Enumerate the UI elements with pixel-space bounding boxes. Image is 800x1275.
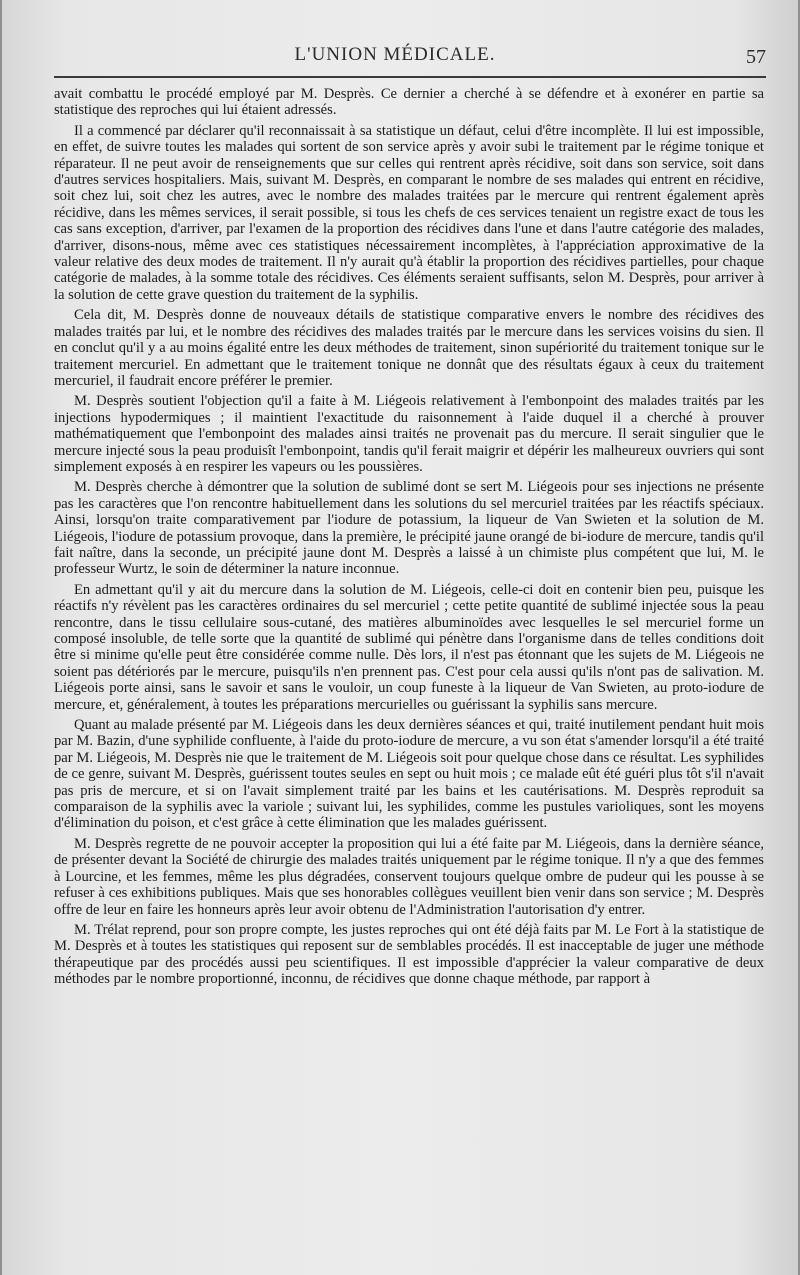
paragraph: En admettant qu'il y ait du mercure dans la solution de M. Liégeois, celle-ci doit en contenir bien peu, puisque les réactifs n'y révèlent pas les caractères ordinaires du sel mercuriel ; cette petite quantité de sublimé injectée sous la peau rencontre, dans le tissu cellulaire sous-cutané, des matières albuminoïdes avec lesquelles le sel mercuriel forme un composé insoluble, de telle sorte que la quantité de sublimé qui pénètre dans l'organisme dans de telles conditions doit être si minime qu'elle peut être considérée comme nulle. Dès lors, il n'est pas étonnant que les sujets de M. Liégeois ne soient pas détériorés par le mercure, puisqu'ils n'en prennent pas. C'est pour cela aussi qu'ils n'ont pas de salivation. M. Liégeois porte ainsi, sans le savoir et sans le vouloir, un coup funeste à la liqueur de Van Swieten, au proto-iodure de mercure, et, généralement, à toutes les préparations mercurielles ou guérissant la syphilis sans mercure. — [54, 581, 764, 713]
running-title: L'UNION MÉDICALE. — [294, 44, 496, 65]
paragraph: M. Desprès cherche à démontrer que la solution de sublimé dont se sert M. Liégeois pour ses injections ne présente pas les caractères que l'on rencontre habituellement dans les solutions du sel mercuriel traitées par les réactifs spéciaux. Ainsi, lorsqu'on traite comparativement par l'iodure de potassium, la liqueur de Van Swieten et la solution de M. Liégeois, l'iodure de potassium provoque, dans la première, le précipité jaune orangé de bi-iodure de mercure, tandis qu'il fait naître, dans la seconde, un précipité jaune dont M. Desprès a laissé à un chimiste plus compétent que lui, M. le professeur Wurtz, le soin de déterminer la nature inconnue. — [54, 479, 764, 578]
page-number: 57 — [746, 46, 766, 68]
header-rule — [54, 76, 766, 78]
paragraph: M. Desprès soutient l'objection qu'il a faite à M. Liégeois relativement à l'embonpoint des malades traités par les injections hypodermiques ; il maintient l'exactitude du raisonnement à l'aide duquel il a cherché à prouver mathématiquement que l'embonpoint des malades ainsi traités ne provenait pas du mercure. Il serait singulier que le mercure injecté sous la peau produisît l'embonpoint, tandis qu'il ferait maigrir et dépérir les malheureux ouvriers qui sont simplement exposés à en respirer les vapeurs ou les poussières. — [54, 393, 764, 475]
page-header — [54, 44, 766, 74]
paragraph: Cela dit, M. Desprès donne de nouveaux détails de statistique comparative envers le nombre des récidives des malades traités par lui, et le nombre des récidives des malades traités par le mercure dans les services voisins du sien. Il en conclut qu'il y a au moins égalité entre les deux méthodes de traitement, sinon supériorité du traitement tonique sur le traitement mercuriel. En admettant que le traitement tonique ne donnât que des résultats égaux à ceux du traitement mercuriel, il faudrait encore préférer le premier. — [54, 307, 764, 389]
paragraph: Quant au malade présenté par M. Liégeois dans les deux dernières séances et qui, traité inutilement pendant huit mois par M. Bazin, d'une syphilide confluente, à l'aide du proto-iodure de mercure, a vu son état s'amender lorsqu'il a été traité par M. Liégeois, M. Desprès nie que le traitement de M. Liégeois soit pour quelque chose dans ce résultat. Les syphilides de ce genre, suivant M. Desprès, guérissent toutes seules en sept ou huit mois ; ce malade eût été guéri plus tôt s'il n'avait pas pris de mercure, et si on l'avait simplement traité par les bains et les cautérisations. M. Desprès reproduit sa comparaison de la syphilis avec la variole ; suivant lui, les syphilides, comme les pustules varioliques, sont les moyens d'élimination du poison, et c'est grâce à cette élimination que les malades guérissent. — [54, 717, 764, 832]
article-body — [54, 86, 764, 992]
document-page — [2, 0, 798, 1275]
paragraph: avait combattu le procédé employé par M. Desprès. Ce dernier a cherché à se défendre et à exonérer en partie sa statistique des reproches qui lui étaient adressés. — [54, 86, 764, 119]
paragraph: M. Desprès regrette de ne pouvoir accepter la proposition qui lui a été faite par M. Liégeois, dans la dernière séance, de présenter devant la Société de chirurgie des malades traités uniquement par le régime tonique. Il n'y a que des femmes à Lourcine, et les femmes, même les plus dégradées, conservent toujours quelque ombre de pudeur qui les pousse à se refuser à ces exhibitions publiques. Mais que ses honorables collègues veuillent bien venir dans son service ; M. Desprès offre de leur en faire les honneurs après leur avoir obtenu de l'Administration l'autorisation d'y entrer. — [54, 835, 764, 918]
paragraph: M. Trélat reprend, pour son propre compte, les justes reproches qui ont été déjà faits par M. Le Fort à la statistique de M. Desprès et à toutes les statistiques qui reposent sur de semblables procédés. Il est inacceptable de juger une méthode thérapeutique par des procédés aussi peu scientifiques. Il est impossible d'apprécier la valeur comparative de deux méthodes par le nombre proportionné, inconnu, de récidives que donne chaque méthode, par rapport à — [54, 921, 764, 988]
paragraph: Il a commencé par déclarer qu'il reconnaissait à sa statistique un défaut, celui d'être incomplète. Il lui est impossible, en effet, de suivre toutes les malades qui sortent de son service après y avoir subi le traitement par le régime tonique et réparateur. Il ne peut avoir de renseignements que sur celles qui rentrent après récidive, soit dans son service, soit dans d'autres services hospitaliers. Mais, suivant M. Desprès, en comparant le nombre de ses malades qui entrent en récidive, soit chez lui, soit chez les autres, avec le nombre des malades traitées par le mercure qui rentrent également après récidive, dans les mêmes services, il serait possible, si tous les chefs de ces services tenaient un registre exact de tous les cas sans exception, d'arriver, par l'examen de la proportion des récidives dans l'une et dans l'autre catégorie des malades, d'arriver, disons-nous, même avec ces statistiques nécessairement incomplètes, à l'appréciation approximative de la valeur relative des deux modes de traitement. Il n'y aurait qu'à établir la proportion des récidives partielles, pour chaque catégorie de malades, à la somme totale des récidives. Ces éléments seraient suffisants, selon M. Desprès, pour arriver à la solution de cette grave question du traitement de la syphilis. — [54, 122, 764, 303]
